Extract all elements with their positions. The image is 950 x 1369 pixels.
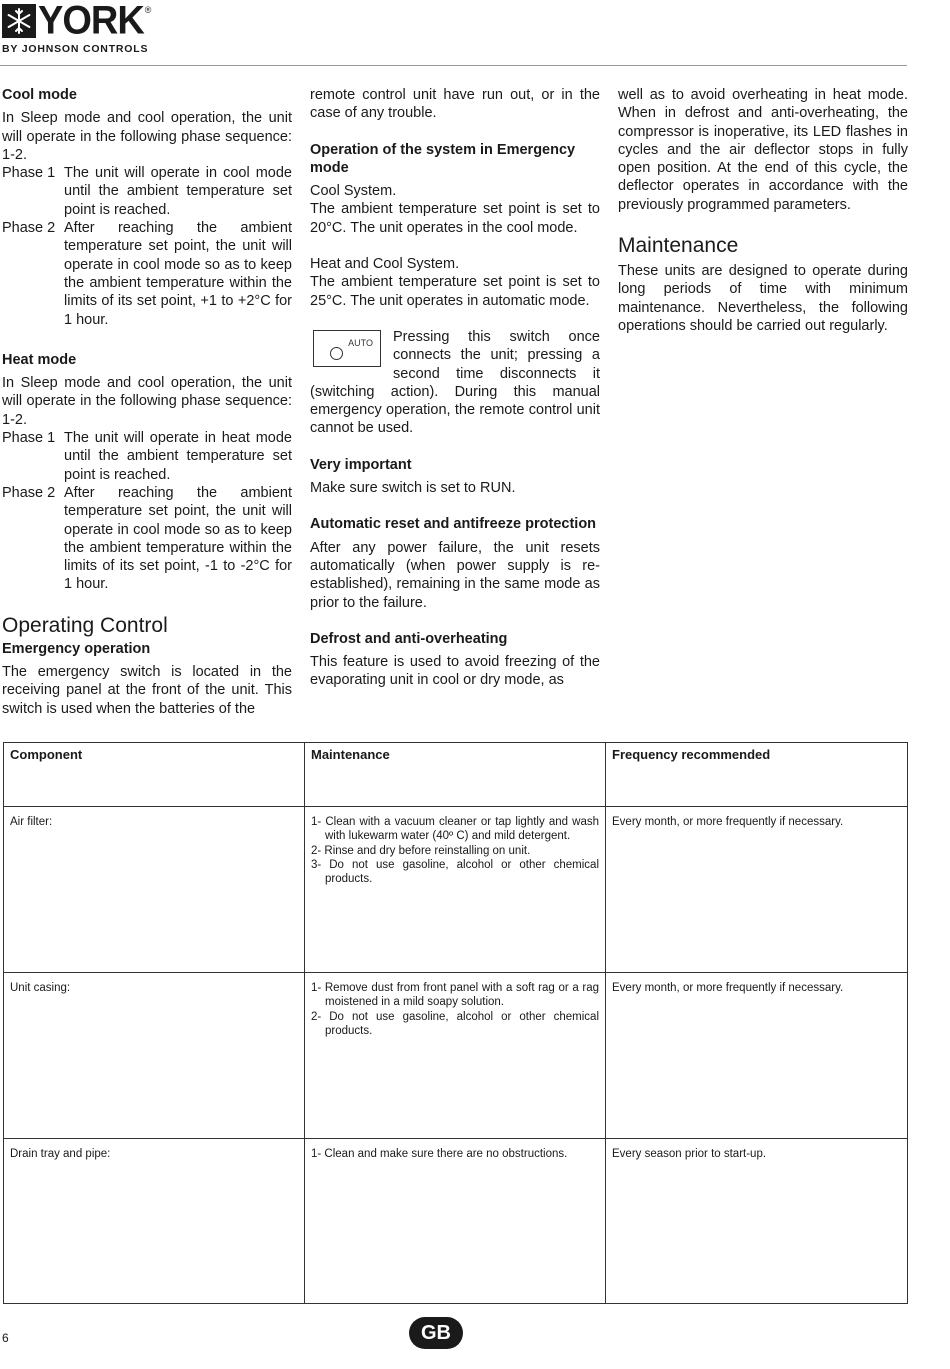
maintenance-step: 2- Do not use gasoline, alcohol or other chemical products. xyxy=(311,1010,599,1037)
maintenance-cell xyxy=(305,1139,606,1304)
heat-phase-2 xyxy=(2,484,292,594)
phase-label: Phase 1 xyxy=(2,165,56,182)
cool-phase-2 xyxy=(2,219,292,329)
emergency-operation-heading: Emergency operation xyxy=(2,640,151,657)
switch-text: Pressing this switch once connects the unit; pressing a second time disconnects it (switching action). During this manual emergency operation, the remote control unit cannot be used. xyxy=(310,328,600,437)
emergency-operation-text: The emergency switch is located in the receiving panel at the front of the unit. This switch is used when the batteries of the xyxy=(2,664,292,717)
phase-label: Phase 2 xyxy=(2,484,56,501)
maintenance-step: 1- Clean with a vacuum cleaner or tap lightly and wash with lukewarm water (40º C) and mild detergent. xyxy=(311,816,599,843)
defrost-continuation: well as to avoid overheating in heat mode. When in defrost and anti-overheating, the compressor is inoperative, its LED flashes in cycles and the air deflector stops in fully open position. At the end of this cycle, the deflector operates in accordance with the previously programmed parameters. xyxy=(618,87,908,213)
frequency-cell: Every season prior to start-up. xyxy=(606,1139,908,1304)
language-badge: GB xyxy=(409,1317,463,1349)
registered-mark: ® xyxy=(144,5,152,15)
frequency-cell: Every month, or more frequently if necessary. xyxy=(606,807,908,973)
component-cell: Drain tray and pipe: xyxy=(4,1139,305,1304)
phase-label: Phase 2 xyxy=(2,220,56,237)
switch-auto-label: AUTO xyxy=(348,337,373,348)
table-row xyxy=(4,807,908,973)
phase-text: After reaching the ambient temperature set point, the unit will operate in cool mode so as to keep the ambient temperature within the limits of its set point, -1 to -2°C for 1 hour. xyxy=(64,484,292,593)
heat-cool-system-text: The ambient temperature set point is set to 25°C. The unit operates in automatic mode. xyxy=(310,274,600,309)
table-row xyxy=(4,973,908,1139)
header-divider xyxy=(0,65,907,66)
phase-text: After reaching the ambient temperature set point, the unit will operate in cool mode so as to keep the ambient temperature within the limits of its set point, +1 to +2°C for 1 hour. xyxy=(64,220,292,328)
operating-control-heading: Operating Control xyxy=(2,613,168,637)
maintenance-step: 1- Clean and make sure there are no obstructions. xyxy=(311,1148,568,1160)
column-middle xyxy=(310,86,600,690)
auto-reset-heading: Automatic reset and antifreeze protection xyxy=(310,516,597,533)
maintenance-heading: Maintenance xyxy=(618,234,739,258)
maintenance-table xyxy=(3,742,908,1304)
emergency-switch-diagram xyxy=(313,330,381,367)
very-important-text: Make sure switch is set to RUN. xyxy=(310,480,516,497)
defrost-text: This feature is used to avoid freezing of the evaporating unit in cool or dry mode, as xyxy=(310,654,600,689)
maintenance-step: 1- Remove dust from front panel with a soft rag or a rag moistened in a mild soapy solution. xyxy=(311,982,599,1009)
cool-system-label: Cool System. xyxy=(310,183,397,200)
heat-cool-system-label: Heat and Cool System. xyxy=(310,256,460,273)
phase-text: The unit will operate in heat mode until the ambient temperature set point is reached. xyxy=(64,430,292,483)
frequency-cell: Every month, or more frequently if necessary. xyxy=(606,973,908,1139)
heat-phase-1 xyxy=(2,429,292,484)
phase-text: The unit will operate in cool mode until the ambient temperature set point is reached. xyxy=(64,165,292,218)
switch-button-icon xyxy=(330,347,343,360)
table-header-row xyxy=(4,743,908,807)
column-header-frequency: Frequency recommended xyxy=(606,743,908,807)
cool-mode-heading: Cool mode xyxy=(2,87,77,103)
column-right xyxy=(618,86,908,335)
maintenance-text: These units are designed to operate during long periods of time with minimum maintenance. Nevertheless, the following operations should be carried out regularly. xyxy=(618,263,908,334)
emergency-mode-heading: Operation of the system in Emergency mode xyxy=(310,141,576,176)
maintenance-step: 3- Do not use gasoline, alcohol or other chemical products. xyxy=(311,858,599,886)
column-header-maintenance: Maintenance xyxy=(305,743,606,807)
column-header-component: Component xyxy=(4,743,305,807)
remote-control-continuation: remote control unit have run out, or in the case of any trouble. xyxy=(310,87,600,122)
page-header xyxy=(0,0,950,70)
table-row xyxy=(4,1139,908,1304)
heat-mode-heading: Heat mode xyxy=(2,351,77,368)
very-important-heading: Very important xyxy=(310,456,412,473)
heat-mode-intro: In Sleep mode and cool operation, the unit will operate in the following phase sequence: 1-2. xyxy=(2,375,292,428)
cool-mode-intro: In Sleep mode and cool operation, the unit will operate in the following phase sequence: 1-2. xyxy=(2,110,292,163)
phase-label: Phase 1 xyxy=(2,430,56,447)
component-cell: Unit casing: xyxy=(4,973,305,1139)
brand-name: YORK xyxy=(38,0,144,44)
cool-system-text: The ambient temperature set point is set to 20°C. The unit operates in the cool mode. xyxy=(310,201,600,236)
auto-reset-text: After any power failure, the unit resets automatically (when power supply is re-established), remaining in the same mode as prior to the failure. xyxy=(310,539,600,611)
emergency-switch-section xyxy=(310,328,600,438)
component-cell: Air filter: xyxy=(4,807,305,973)
page-number: 6 xyxy=(2,1331,9,1345)
snowflake-icon xyxy=(2,4,36,38)
maintenance-cell xyxy=(305,807,606,973)
brand-subtitle: BY JOHNSON CONTROLS xyxy=(2,43,149,55)
york-logo xyxy=(2,0,152,44)
defrost-heading: Defrost and anti-overheating xyxy=(310,630,508,647)
cool-phase-1 xyxy=(2,164,292,219)
maintenance-step: 2- Rinse and dry before reinstalling on unit. xyxy=(311,844,531,857)
column-left xyxy=(2,86,292,718)
maintenance-cell xyxy=(305,973,606,1139)
